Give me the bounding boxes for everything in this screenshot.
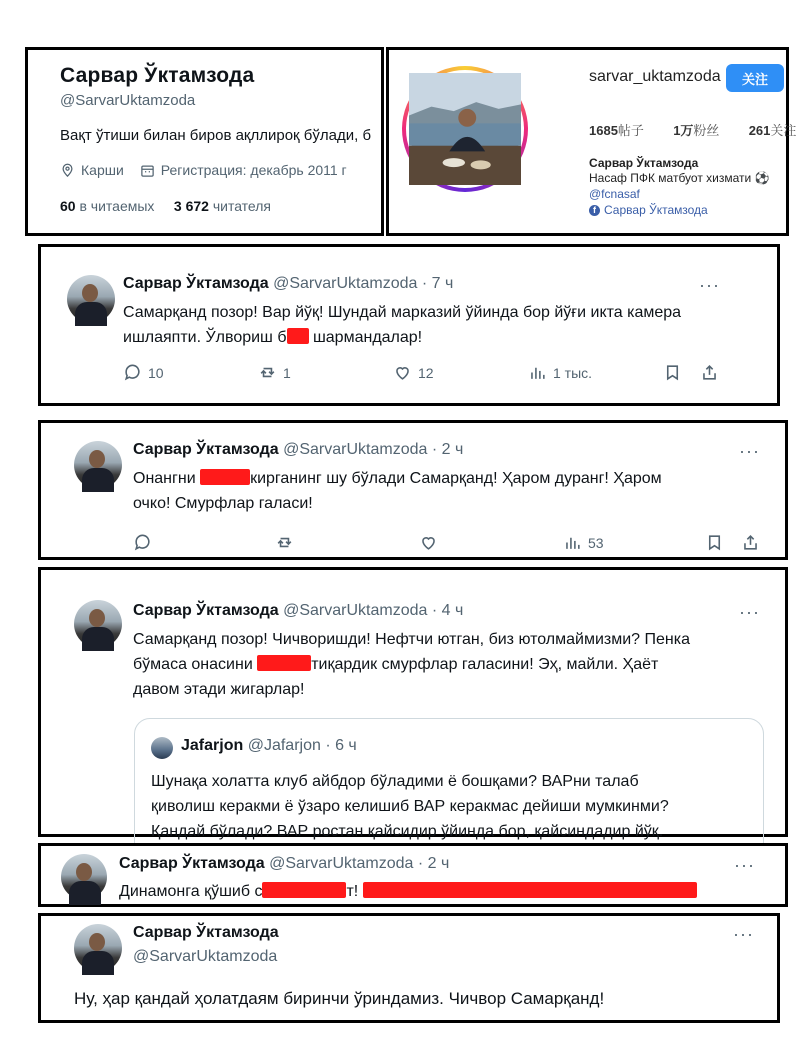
- display-name[interactable]: Сарвар Ўктамзода: [133, 441, 279, 458]
- tweet-text-line: т!: [346, 883, 363, 900]
- tweet-card[interactable]: [38, 244, 780, 406]
- quoted-display-name[interactable]: Jafarjon: [181, 737, 244, 754]
- tweet-text-line: ишлаяпти. Ўлвориш б: [123, 329, 287, 346]
- tweet-text-line: Самарқанд позор! Чичворишди! Нефтчи ютган, биз ютолмаймизми? Пенка: [133, 631, 690, 648]
- handle-time[interactable]: @SarvarUktamzoda · 2 ч: [283, 441, 464, 458]
- tweet-text-line: Самарқанд позор! Вар йўқ! Шундай марказий ўйинда бор йўғи икта камера: [123, 304, 682, 321]
- tweet-card[interactable]: [38, 843, 788, 907]
- ig-following-count[interactable]: 261: [748, 123, 771, 138]
- avatar[interactable]: [74, 600, 122, 648]
- quoted-avatar[interactable]: [151, 737, 173, 759]
- tweet-text-line: Онангни: [133, 470, 201, 487]
- profile-location: Карши: [81, 162, 124, 178]
- bookmark-button[interactable]: [705, 533, 730, 552]
- tweet-text-line: Динамонга қўшиб с: [119, 883, 263, 900]
- profile-name: Сарвар Ўктамзода: [60, 64, 255, 87]
- profile-stats: [60, 198, 381, 214]
- profile-bio: Вақт ўтиши билан биров ақллироқ бўлади, б: [60, 127, 372, 144]
- tweet-text: Ну, ҳар қандай ҳолатдаям биринчи ўриндамиз. Чичвор Самарқанд!: [74, 989, 605, 1008]
- share-button[interactable]: [700, 363, 725, 382]
- profile-avatar[interactable]: [402, 66, 528, 192]
- ig-posts-count[interactable]: 1685: [589, 123, 618, 138]
- reply-button[interactable]: [133, 533, 158, 552]
- x-profile-card: [25, 47, 384, 236]
- ig-followers-count[interactable]: 1万: [673, 123, 694, 138]
- tweet-actions: [123, 363, 723, 383]
- tweet-card[interactable]: [38, 913, 780, 1023]
- ig-stats: [589, 120, 796, 139]
- tweet-card[interactable]: [38, 420, 788, 560]
- ig-facebook-link-text: Сарвар Ўктамзода: [604, 203, 708, 217]
- quoted-header: [181, 737, 357, 755]
- ig-bio: Насаф ПФК матбуот хизмати ⚽: [589, 171, 770, 185]
- instagram-profile-card: [386, 47, 797, 236]
- more-icon[interactable]: ···: [739, 602, 760, 622]
- avatar[interactable]: [74, 441, 122, 489]
- handle[interactable]: @SarvarUktamzoda: [133, 948, 278, 965]
- quoted-text-line: Шунақа холатта клуб айбдор бўладими ё бошқами? ВАРни талаб: [151, 773, 639, 790]
- avatar-photo: [409, 73, 521, 185]
- redaction-bar: [363, 882, 697, 898]
- heart-icon: [393, 363, 412, 382]
- redaction-bar: [262, 882, 346, 898]
- tweet-header: [133, 602, 463, 620]
- followers-label[interactable]: читателя: [212, 198, 272, 214]
- follow-button[interactable]: 关注: [726, 64, 784, 92]
- profile-meta: [60, 162, 381, 178]
- tweet-header: [119, 855, 449, 873]
- redaction-bar: [200, 469, 250, 485]
- tweet-text-line: давом этади жигарлар!: [133, 681, 305, 698]
- share-icon: [741, 533, 760, 552]
- bookmark-icon: [663, 363, 682, 382]
- tweet-actions: [133, 533, 773, 553]
- views-count: 53: [588, 534, 604, 551]
- tweet-header: [133, 924, 279, 942]
- quoted-text-line: қиволиш керакми ё ўзаро келишиб ВАР керакмас дейиши мумкинми?: [151, 798, 669, 815]
- heart-icon: [419, 533, 438, 552]
- ig-tag-link[interactable]: @fcnasaf: [589, 187, 640, 201]
- quoted-tweet[interactable]: [134, 718, 764, 858]
- display-name[interactable]: Сарвар Ўктамзода: [123, 275, 269, 292]
- display-name[interactable]: Сарвар Ўктамзода: [119, 855, 265, 872]
- views-button[interactable]: [528, 363, 592, 382]
- location-pin-icon: [60, 163, 75, 178]
- reply-button[interactable]: [123, 363, 164, 382]
- display-name[interactable]: Сарвар Ўктамзода: [133, 602, 279, 619]
- more-icon[interactable]: ···: [733, 924, 754, 944]
- tweet-text-line: шармандалар!: [308, 329, 423, 346]
- tweet-card[interactable]: [38, 567, 788, 840]
- tweet-handle: [133, 948, 277, 966]
- redaction-bar: [287, 328, 309, 344]
- tweet-text: [133, 627, 783, 702]
- tweet-text: [123, 300, 773, 350]
- following-label[interactable]: в читаемых: [79, 198, 155, 214]
- reply-count: 10: [148, 364, 164, 381]
- handle-time[interactable]: @SarvarUktamzoda · 2 ч: [269, 855, 450, 872]
- views-chart-icon: [563, 533, 582, 552]
- redaction-bar: [257, 655, 311, 671]
- ig-full-name: Сарвар Ўктамзода: [589, 156, 699, 170]
- followers-count[interactable]: 3 672: [173, 198, 209, 214]
- tweet-text-line: очко! Смурфлар галаси!: [133, 495, 313, 512]
- ig-username: sarvar_uktamzoda: [589, 68, 721, 85]
- tweet-header: [123, 275, 453, 293]
- retweet-button[interactable]: [258, 363, 291, 382]
- bookmark-icon: [705, 533, 724, 552]
- ig-posts-label[interactable]: 帖子: [617, 123, 644, 138]
- avatar[interactable]: [61, 854, 107, 900]
- more-icon[interactable]: ···: [734, 855, 755, 875]
- views-button[interactable]: [563, 533, 604, 552]
- quoted-handle-time[interactable]: @Jafarjon · 6 ч: [247, 737, 357, 754]
- profile-joined: Регистрация: декабрь 2011 г: [160, 162, 347, 178]
- quoted-text-line: Қандай бўлади? ВАР ростан қайсидир ўйинда бор, қайсиндадир йўқ.: [151, 823, 664, 840]
- share-icon: [700, 363, 719, 382]
- more-icon[interactable]: ···: [699, 275, 720, 295]
- tweet-header: [133, 441, 463, 459]
- retweet-count: 1: [283, 364, 291, 381]
- tweet-text: [119, 879, 779, 904]
- share-button[interactable]: [741, 533, 766, 552]
- facebook-icon: f: [589, 205, 600, 216]
- like-button[interactable]: [419, 533, 444, 552]
- retweet-button[interactable]: [275, 533, 300, 552]
- tweet-text: [133, 466, 783, 516]
- tweet-text-line: кирганинг шу бўлади Самарқанд! Ҳаром дуранг! Ҳаром: [250, 470, 662, 487]
- following-count[interactable]: 60: [60, 198, 76, 214]
- retweet-icon: [275, 533, 294, 552]
- avatar[interactable]: [67, 275, 115, 323]
- reply-icon: [123, 363, 142, 382]
- views-chart-icon: [528, 363, 547, 382]
- ig-following-label[interactable]: 关注: [770, 123, 797, 138]
- like-button[interactable]: [393, 363, 434, 382]
- tweet-text-line: тиқардик смурфлар галасини! Эҳ, майли. Ҳаёт: [311, 656, 659, 673]
- avatar[interactable]: [74, 924, 122, 972]
- tweet-text-line: бўмаса онасини: [133, 656, 258, 673]
- handle-time[interactable]: @SarvarUktamzoda · 7 ч: [273, 275, 454, 292]
- profile-handle[interactable]: @SarvarUktamzoda: [60, 92, 196, 109]
- like-count: 12: [418, 364, 434, 381]
- display-name[interactable]: Сарвар Ўктамзода: [133, 924, 279, 941]
- reply-icon: [133, 533, 152, 552]
- ig-facebook-link[interactable]: [589, 203, 708, 217]
- calendar-icon: [140, 163, 155, 178]
- views-count: 1 тыс.: [553, 364, 593, 381]
- more-icon[interactable]: ···: [739, 441, 760, 461]
- bookmark-button[interactable]: [663, 363, 688, 382]
- ig-followers-label[interactable]: 粉丝: [693, 123, 720, 138]
- retweet-icon: [258, 363, 277, 382]
- quoted-text: [151, 769, 761, 844]
- handle-time[interactable]: @SarvarUktamzoda · 4 ч: [283, 602, 464, 619]
